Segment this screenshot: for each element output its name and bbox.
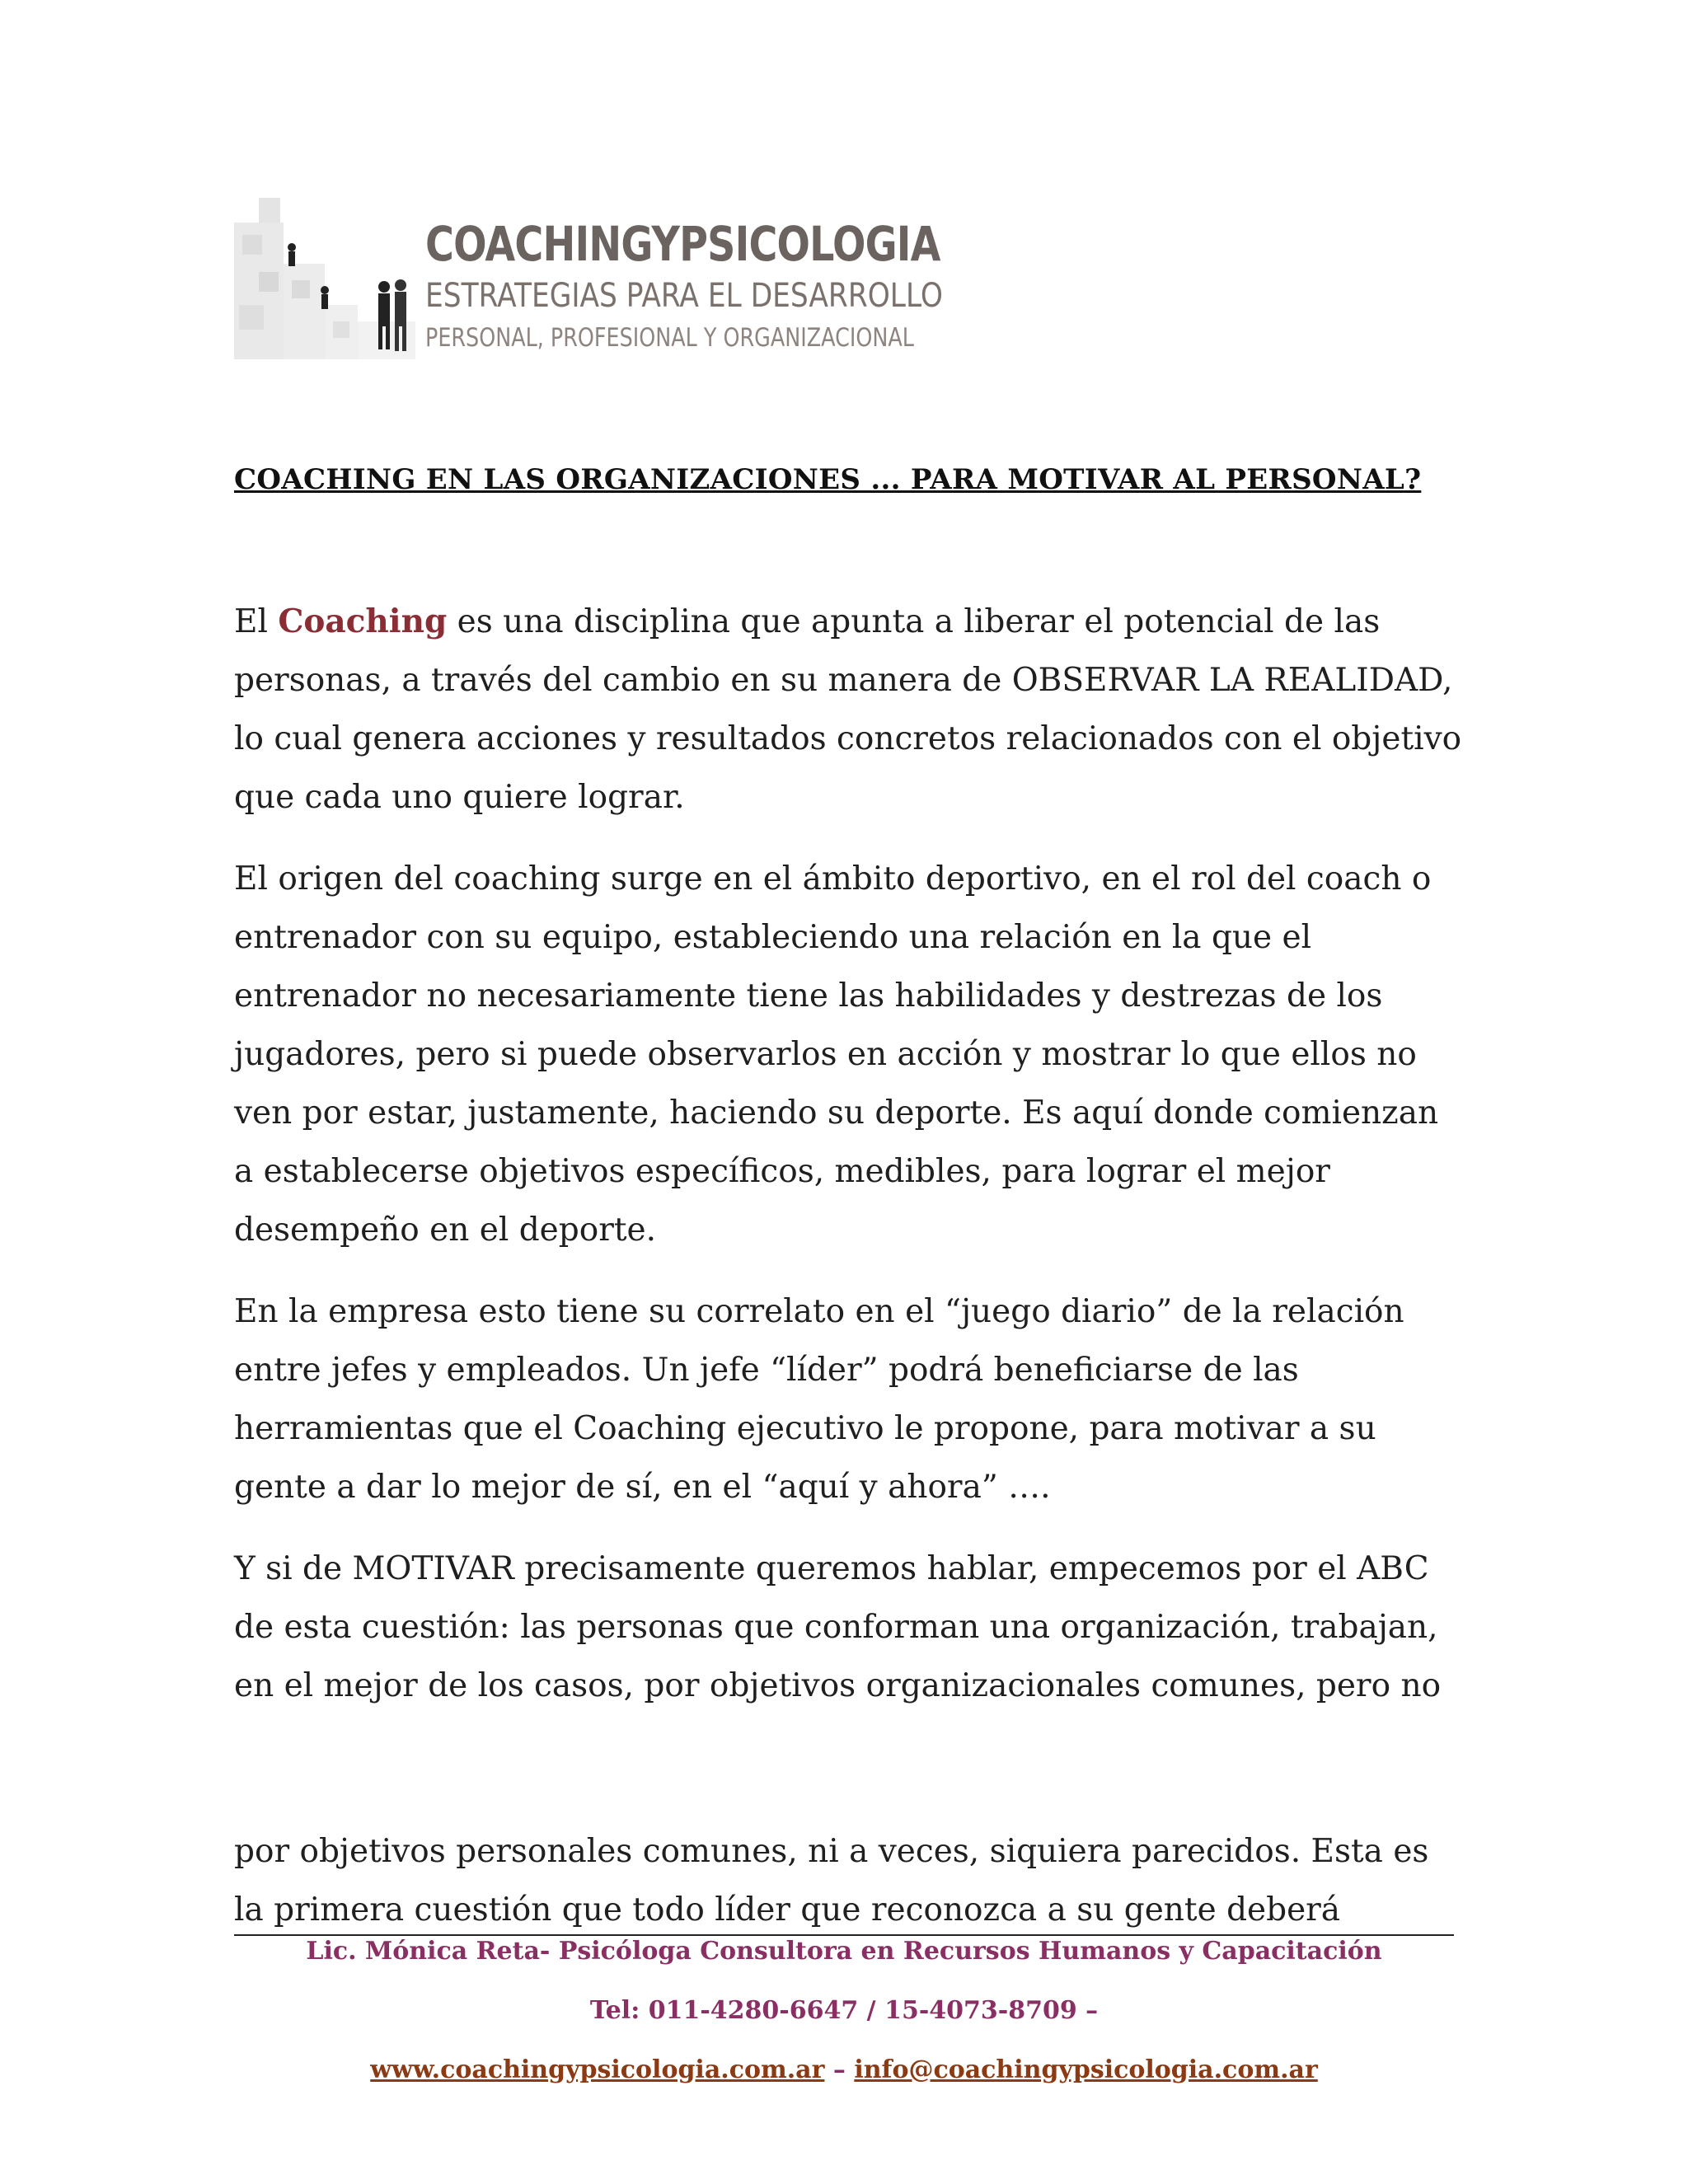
website-link[interactable]: www.coachingypsicologia.com.ar bbox=[370, 2055, 825, 2084]
paragraph-1: El Coaching es una disciplina que apunta a liberar el potencial de las personas, a través del cambio en su manera de OBSERVAR LA REALIDAD, lo cual genera acciones y resultados concretos relacionados con el objetivo que cada uno quiere lograr. bbox=[234, 602, 1462, 816]
body-text-block bbox=[234, 593, 1462, 1738]
logo-subtagline: PERSONAL, PROFESIONAL Y ORGANIZACIONAL bbox=[425, 323, 914, 353]
footer-separator: – bbox=[824, 2055, 855, 2084]
paragraph-5: por objetivos personales comunes, ni a veces, siquiera parecidos. Esta es la primera cuestión que todo líder que reconozca a su gente deberá bbox=[234, 1833, 1429, 1929]
paragraph-4: Y si de MOTIVAR precisamente queremos hablar, empecemos por el ABC de esta cuestión: las personas que conforman una organización, trabajan, en el mejor de los casos, por objetivos organizacionales comunes, pero no bbox=[234, 1550, 1442, 1704]
coaching-highlight: Coaching bbox=[278, 602, 448, 640]
footer-author: Lic. Mónica Reta- Psicóloga Consultora en Recursos Humanos y Capacitación bbox=[306, 1937, 1382, 1966]
logo bbox=[234, 198, 992, 359]
document-title: COACHING EN LAS ORGANIZACIONES ... PARA MOTIVAR AL PERSONAL? bbox=[234, 463, 1422, 496]
logo-brand-name: COACHINGYPSICOLOGIA bbox=[425, 216, 940, 272]
paragraph-3: En la empresa esto tiene su correlato en el “juego diario” de la relación entre jefes y empleados. Un jefe “líder” podrá beneficiarse de las herramientas que el Coaching ejecutivo le propone, para motivar a su gente a dar lo mejor de sí, en el “aquí y ahora” …. bbox=[234, 1293, 1404, 1506]
footer-divider bbox=[234, 1934, 1454, 1936]
paragraph-2: El origen del coaching surge en el ámbito deportivo, en el rol del coach o entrenador con su equipo, estableciendo una relación en la que el entrenador no necesariamente tiene las habilidades y destrezas de los jugadores, pero si puede observarlos en acción y mostrar lo que ellos no ven por estar, justamente, haciendo su deporte. Es aquí donde comienzan a establecerse objetivos específicos, medibles, para lograr el mejor desempeño en el deporte. bbox=[234, 860, 1439, 1249]
puzzle-people-logo-icon bbox=[234, 198, 415, 359]
email-link[interactable]: info@coachingypsicologia.com.ar bbox=[854, 2055, 1318, 2084]
footer-contact bbox=[234, 2055, 1454, 2084]
logo-tagline: ESTRATEGIAS PARA EL DESARROLLO bbox=[425, 277, 943, 315]
footer-phone: Tel: 011-4280-6647 / 15-4073-8709 – bbox=[589, 1996, 1099, 2025]
